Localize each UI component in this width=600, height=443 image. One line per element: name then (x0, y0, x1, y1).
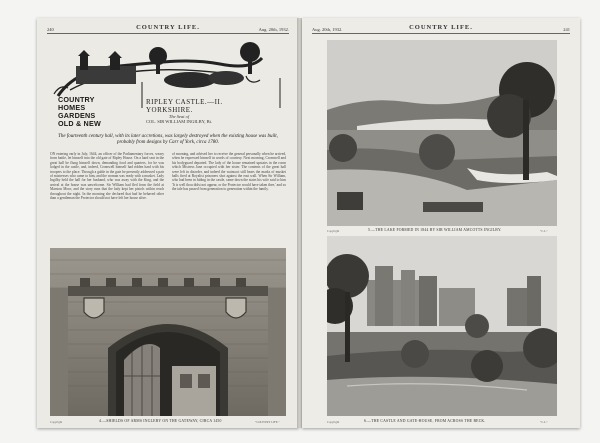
right-header-rule (312, 33, 570, 34)
left-page-number: 240 (47, 27, 54, 32)
seat-line: The Seat of (168, 114, 190, 119)
article-owner: COL. SIR WILLIAM INGILBY, Bt. (146, 119, 212, 124)
left-header-rule (47, 33, 289, 34)
castle-photo-image (327, 236, 557, 416)
section-title-line: GARDENS (58, 111, 96, 120)
article-county: YORKSHIRE. (146, 106, 193, 114)
right-running-title: COUNTRY LIFE. (409, 24, 473, 31)
section-title-line: OLD & NEW (58, 119, 101, 128)
castle-photo-caption: 6.—THE CASTLE AND GATE-HOUSE, FROM ACROSS THE BECK. (364, 419, 486, 423)
article-seat (146, 114, 212, 124)
left-page (37, 18, 299, 428)
left-running-title: COUNTRY LIFE. (136, 24, 200, 31)
lake-photo (327, 40, 557, 226)
body-column-2 (172, 152, 286, 244)
castle-photo-credit-left: Copyright (327, 420, 340, 424)
gateway-photo-caption: 4.—SHIELDS OF ARMS INGLEBY ON THE GATEWAY, CIRCA 1450 (99, 419, 222, 423)
gateway-photo-image (50, 248, 286, 416)
lake-photo-credit-left: Copyright (327, 229, 340, 233)
article-lede: The fourteenth century hall, with its later accretions, was largely destroyed when the existing house was built, probably from designs by Carr of York, circa 1780. (58, 134, 278, 145)
castle-photo (327, 236, 557, 416)
gateway-photo (50, 248, 286, 416)
article-title-block (50, 38, 290, 134)
section-title-line: HOMES (58, 103, 86, 112)
lake-photo-caption: 5.—THE LAKE FORMED IN 1844 BY SIR WILLIAM AMCOTTS INGILBY. (368, 228, 502, 232)
castle-photo-credit-right: "C.L." (540, 420, 548, 424)
section-title (58, 96, 136, 128)
body-text-col1: ON entering early in July, 1644, an officer of the Parliamentary forces, weary from battle, let himself into the old gate of Ripley House. On a hard seat in the great hall he flung himself down, demanding food and quarters, for he was lodged in the castle, and, indeed, Cromwell himself had ridden hard with his troopers to the place. Through a gable in the gate he presently addressed a pair of mistresses who came to him, and the woman was ready with a musket. Lady Ingilby held the hall for her husband, who was away with the King, and the arrival at the house was unwelcome. Sir William had fled from the field at Marston Moor, and the story runs that the lady kept her pistols within reach throughout the night. In the morning she declared that had he behaved other than a gentleman the Protector should not have left her house alive. (50, 152, 164, 201)
body-text-col2: of morning, and advised her to receive the general personally when he arrived, when he expressed himself in words of courtesy. Next morning, Cromwell and his bodyguard departed. The lady of the house remained upstairs in the room which Mistress Jane occupied with her sister. The contents of the great hall were left in disorder, and indeed the wainscot still bears the marks of musket balls fired at Royalist prisoners shot against the east wall. When Sir William, who had been in hiding in the castle, came down the stairs his wife said to him 'It is well thou didst not appear, or the Protector would have taken thee,' and so the tale has passed from generation to generation within the family. (172, 152, 286, 192)
article-title-line: RIPLEY CASTLE.—II. (146, 98, 223, 106)
lake-photo-credit-right: "C.L." (540, 229, 548, 233)
gateway-photo-credit-right: "COUNTRY LIFE." (255, 420, 280, 424)
right-page (302, 18, 580, 428)
left-page-date: Aug. 20th, 1932. (258, 27, 289, 32)
body-column-1 (50, 152, 164, 244)
article-body (50, 152, 286, 244)
lake-photo-image (327, 40, 557, 226)
gateway-photo-credit-left: Copyright (50, 420, 63, 424)
article-title (146, 98, 223, 114)
right-page-number: 241 (563, 27, 570, 32)
section-title-line: COUNTRY (58, 95, 95, 104)
right-page-date: Aug. 20th, 1932. (312, 27, 343, 32)
